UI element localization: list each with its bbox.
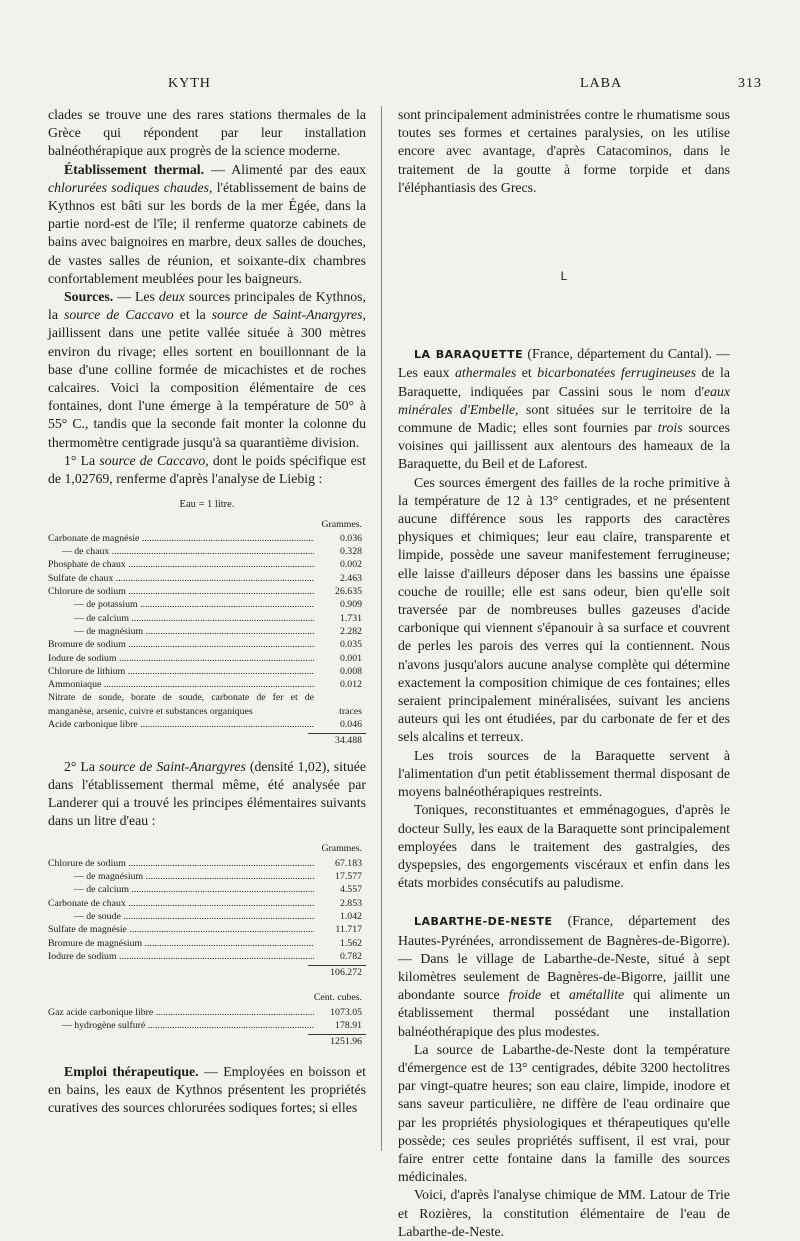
table-rows xyxy=(48,532,366,731)
text-run-italic: deux xyxy=(158,289,185,305)
table-row xyxy=(48,625,366,638)
table-row xyxy=(48,950,366,963)
text-run-italic: source de Saint-Anargyres xyxy=(99,758,246,774)
table-cell-value: 0.036 xyxy=(339,532,362,544)
table-total xyxy=(48,963,366,979)
text-run-italic: source de Saint-Anargyres, xyxy=(211,307,366,323)
table-cell-value: 178.91 xyxy=(335,1019,362,1031)
paragraph-labarthe-source: La source de Labarthe-de-Neste dont la température d'émergence est de 13° centigrades, débite 3200 hectolitres par vingt-quatre heures; son eau claire, limpide, inodore et sans saveur particulière, ne diffère de l'eau ordinaire que par les propriétés physiologiques et thérapeutiques qu'elle possède; ces seules propriétés suffisent, il est vrai, pour faire entrer cette fontaine dans la famille des sources médicinales. xyxy=(398,1041,730,1185)
table-total-value: 106.272 xyxy=(308,965,366,979)
analysis-table-caccavo xyxy=(48,498,366,747)
table-cell-substance: — de magnésium ..... xyxy=(48,870,314,883)
table-cell-substance: Carbonate de chaux ..... xyxy=(48,897,314,910)
table-cell-substance: — de soude ..... xyxy=(48,910,314,923)
table-row xyxy=(48,910,366,923)
paragraph-caccavo xyxy=(48,452,366,488)
table-row xyxy=(48,883,366,896)
right-column xyxy=(398,106,730,1241)
table-row xyxy=(48,678,366,691)
table-cell-value: 0.012 xyxy=(339,679,362,691)
page-number: 313 xyxy=(738,76,762,91)
table-row xyxy=(48,1019,366,1032)
table-cell-value: 0.008 xyxy=(339,665,362,677)
paragraph-continuation: sont principalement administrées contre le rhumatisme sous toutes ses formes et certaines paralysies, on les utilise encore avec avantage, d'après Catacominos, dans le traitement de la goutte à forme torpide et dans l'éléphantiasis des Grecs. xyxy=(398,107,730,195)
table-cell-substance: — de calcium ..... xyxy=(48,883,314,896)
paragraph-baraquette-etablissement: Les trois sources de la Baraquette servent à l'alimentation d'un petit établissement thermal disposant de moyens balnéothérapiques restreints. xyxy=(398,747,730,800)
text-run: — Employées en boisson et en bains, les eaux de Kythnos présentent les propriétés curatives des sources chlorurées sodiques fortes; si elles xyxy=(48,1063,366,1115)
paragraph-baraquette-usage: Toniques, reconstituantes et emménagogues, d'après le docteur Sully, les eaux de la Baraquette sont principalement employées dans le traitement des gastralgies, des dyspepsies, des engorgements viscéraux et enfin dans les états morbides consécutifs au paludisme. xyxy=(398,802,730,891)
table-cell-value: 0.909 xyxy=(339,599,362,611)
text-run: 1° La xyxy=(64,452,100,468)
table-cell-substance: — de calcium ..... xyxy=(48,612,314,625)
section-heading-etablissement: Établissement thermal. xyxy=(64,161,205,177)
table-row xyxy=(48,718,366,731)
table-unit: Grammes. xyxy=(321,843,362,855)
header-right-word: LABA xyxy=(580,76,623,91)
text-run-italic: amétallite xyxy=(568,987,625,1003)
text-run: qui alimente un établissement thermal possédant une installation balnéothérapique des plus modestes. xyxy=(398,987,730,1039)
table-row xyxy=(48,897,366,910)
table-cell-substance: — de potassium ..... xyxy=(48,598,314,611)
table-cell-value: 0.002 xyxy=(339,559,362,571)
table-cell-value: 17.577 xyxy=(335,871,362,883)
table-cell-value: 2.463 xyxy=(339,572,362,584)
text-run-italic: source de Caccavo xyxy=(64,307,174,323)
paragraph-baraquette-sources: Ces sources émergent des failles de la roche primitive à la température de 12 à 13° centigrades, et ne présentent aucune différence sous les rapports des caractères physiques et chimiques; leur eau claire, transparente et limpide, possède une saveur manifestement ferrugineuse; elle laisse d'ailleurs déposer dans les bassins une épaisse couche de rouille; elle est sans odeur, bien qu'elle soit traversée par de nombreuses bulles gazeuses d'acide carbonique qui viennent s'épanouir à sa surface et couvrent de perles les parois des verres qui la contiennent. Nous n'avons jusqu'alors aucune analyse complète qui détermine exactement la composition chimique de ces fontaines; elles seraient principalement minéralisées, suivant les anciens auteurs qui les ont étudiées, par du carbonate de fer et des sels alcalins et terreux. xyxy=(398,474,730,745)
text-run: et xyxy=(541,987,569,1003)
table-row xyxy=(48,857,366,870)
table-unit-gas: Cent. cubes. xyxy=(313,992,362,1004)
table-cell-substance: Sulfate de chaux ..... xyxy=(48,572,314,585)
text-run: — Les xyxy=(113,289,159,305)
table-cell-value: 0.046 xyxy=(339,719,362,731)
table-row xyxy=(48,870,366,883)
table-cell-substance: Acide carbonique libre ..... xyxy=(48,718,314,731)
table-cell-substance: — de chaux ..... xyxy=(48,545,314,558)
table-cell-substance: — de magnésium ..... xyxy=(48,625,314,638)
text-run: de la Baraquette, indiquées par Cassini sous le nom d' xyxy=(398,365,730,399)
paragraph-intro: clades se trouve une des rares stations thermales de la Grèce qui répondent par leur installation balnéothérapique aux progrès de la science moderne. xyxy=(48,107,366,159)
table-row xyxy=(48,923,366,936)
entry-heading-baraquette: LA BARAQUETTE xyxy=(414,348,524,362)
text-run: — Alimenté par des eaux xyxy=(204,161,366,177)
table-cell-substance: Iodure de sodium ..... xyxy=(48,950,314,963)
table-cell-value: 67.183 xyxy=(335,857,362,869)
table-cell-value: 0.328 xyxy=(339,546,362,558)
entry-heading-labarthe: LABARTHE-DE-NESTE xyxy=(414,915,553,929)
text-run-italic: eaux minérales d'Embelle xyxy=(398,383,730,417)
table-row xyxy=(48,598,366,611)
table-cell-substance: — hydrogène sulfuré ..... xyxy=(48,1019,314,1032)
analysis-table-saint-anargyres xyxy=(48,842,366,1048)
table-cell-substance: Sulfate de magnésie ..... xyxy=(48,923,314,936)
table-cell-substance: Chlorure de sodium ..... xyxy=(48,857,314,870)
table-row xyxy=(48,558,366,571)
text-run-italic: athermales xyxy=(454,365,517,381)
table-cell-value: 2.282 xyxy=(339,625,362,637)
text-run: (France, département du Cantal). — Les eaux xyxy=(398,346,730,381)
table-row xyxy=(48,545,366,558)
paragraph-emploi xyxy=(48,1063,366,1118)
text-run-italic: trois xyxy=(657,420,683,436)
table-total-value: 34.488 xyxy=(308,733,366,747)
table-total-value: 1251.96 xyxy=(308,1034,366,1048)
table-rows xyxy=(48,857,366,963)
table-cell-substance: Ammoniaque ..... xyxy=(48,678,314,691)
table-cell-substance: Iodure de sodium ..... xyxy=(48,652,314,665)
text-run: et la xyxy=(173,307,212,323)
text-run: sources principales de Kythnos, la xyxy=(48,289,366,323)
table-total-gas xyxy=(48,1032,366,1048)
running-head xyxy=(48,76,762,96)
table-row xyxy=(48,532,366,545)
text-run: et xyxy=(516,365,538,381)
text-run-italic: froide xyxy=(508,987,542,1003)
table-cell-value: 0.001 xyxy=(339,652,362,664)
paragraph-baraquette xyxy=(398,345,730,473)
paragraph-etablissement xyxy=(48,161,366,288)
text-run: (densité 1,02), située dans l'établissement thermal même, été analysée par Landerer qui a trouvé les principes élémentaires suivants dans un litre d'eau : xyxy=(48,758,366,829)
table-row xyxy=(48,652,366,665)
text-run-italic: chlorurées sodiques chaudes xyxy=(48,179,209,195)
column-rule xyxy=(381,106,382,1151)
table-cell-value: 1.562 xyxy=(339,937,362,949)
table-cell-value: 1073.05 xyxy=(330,1006,362,1018)
section-heading-sources: Sources. xyxy=(64,289,114,305)
table-cell-value: traces xyxy=(339,705,362,717)
table-row xyxy=(48,665,366,678)
text-run-italic: bicarbonatées ferrugineuses xyxy=(537,365,697,381)
table-row xyxy=(48,638,366,651)
table-row xyxy=(48,612,366,625)
table-cell-substance: Bromure de magnésium ..... xyxy=(48,937,314,950)
text-run: 2° La xyxy=(64,758,100,774)
table-cell-value: 2.853 xyxy=(339,897,362,909)
table-row xyxy=(48,937,366,950)
text-run: (France, département des Hautes-Pyrénées, arrondissement de Bagnères-de-Bigorre). — Dans le village de Labarthe-de-Neste, situé à sept kilomètres seulement de Bagnères-de-Bigorre, jaillit une abondante source xyxy=(398,913,730,1003)
table-unit: Grammes. xyxy=(321,518,362,530)
table-row xyxy=(48,1006,366,1019)
section-letter: L xyxy=(560,269,568,284)
header-left-word: KYTH xyxy=(168,76,211,91)
table-cell-substance: Chlorure de lithium ..... xyxy=(48,665,314,678)
table-cell-substance: Carbonate de magnésie ..... xyxy=(48,532,314,545)
table-cell-substance: Chlorure de sodium ..... xyxy=(48,585,314,598)
table-cell-substance: Gaz acide carbonique libre ..... xyxy=(48,1006,314,1019)
table-cell-value: 0.782 xyxy=(339,950,362,962)
text-run: , sont situées sur le territoire de la commune de Madic; elles sont fournies par xyxy=(398,401,730,436)
section-heading-emploi: Emploi thérapeutique. xyxy=(64,1063,199,1079)
table-row xyxy=(48,585,366,598)
text-run: , l'établissement de bains de Kythnos est bâti sur les bords de la mer Égée, dans la partie nord-est de l'île; il renferme quatorze cabinets de bains avec baignoires en marbre, deux salles de douches, de vastes salles de réunion, et soixante-dix chambres confortablement meublées pour les baigneurs. xyxy=(48,179,367,286)
text-run: , dont le poids spécifique est de 1,02769, renferme d'après l'analyse de Liebig : xyxy=(48,452,366,487)
table-cell-value: 1.042 xyxy=(339,910,362,922)
table-cell-substance: Phosphate de chaux ..... xyxy=(48,558,314,571)
text-run: jaillissent dans une petite vallée située à 300 mètres environ du rivage; elles sortent en bouillonnant de la base d'une colline formée de micachistes et de roches calcaires. Voici la composition élémentaire de ces fontaines, dont l'une émerge à la température de 50° à 55° C., tandis que la seconde fait monter la colonne du thermomètre centigrade jusqu'à sa quarantième division. xyxy=(48,325,366,450)
paragraph-labarthe xyxy=(398,912,730,1040)
table-cell-value: 1.731 xyxy=(339,612,362,624)
table-cell-value: 0.035 xyxy=(339,639,362,651)
table-caption: Eau = 1 litre. xyxy=(179,499,235,511)
paragraph-saint-anargyres xyxy=(48,758,366,831)
table-total xyxy=(48,731,366,747)
text-run: sources voisines qui jaillissent aux alentours des hameaux de la Baraquette, du Beil et de Laforest. xyxy=(398,420,730,472)
table-rows-gas xyxy=(48,1006,366,1033)
table-cell-value: 4.557 xyxy=(339,884,362,896)
table-cell-substance: Nitrate de soude, borate de soude, carbonate de fer et de manganèse, arsenic, cuivre et substances organiques xyxy=(48,692,314,717)
left-column xyxy=(48,106,366,1117)
table-cell-value: 26.635 xyxy=(335,586,362,598)
paragraph-sources xyxy=(48,288,366,452)
table-cell-value: 11.717 xyxy=(335,924,362,936)
paragraph-labarthe-analyse: Voici, d'après l'analyse chimique de MM. Latour de Trie et Rozières, la constitution élémentaire de l'eau de Labarthe-de-Neste. xyxy=(398,1187,730,1239)
text-run-italic: source de Caccavo xyxy=(99,452,206,468)
table-cell-substance: Bromure de sodium ..... xyxy=(48,638,314,651)
table-row xyxy=(48,691,366,718)
table-row xyxy=(48,572,366,585)
